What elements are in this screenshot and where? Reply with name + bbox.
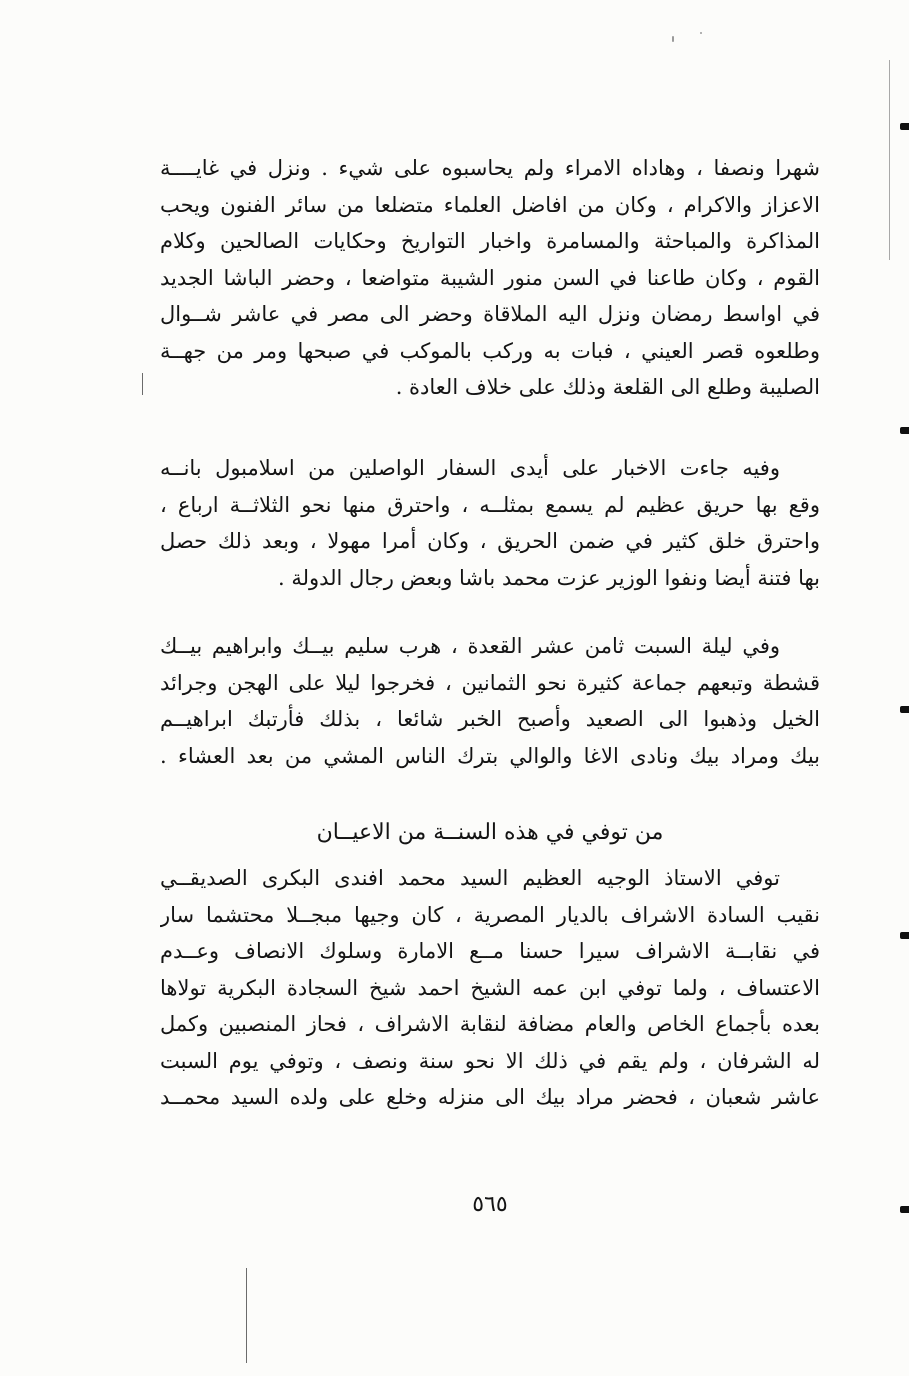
paragraph: [160, 628, 820, 774]
text-line: المذاكرة والمباحثة والمسامرة واخبار التواريخ وحكايات الصالحين وكلام: [160, 229, 820, 253]
edge-binding-mark: [900, 706, 909, 713]
text-line: وفيه جاءت الاخبار على أيدى السفار الواصلين من اسلامبول بانــه: [160, 456, 780, 480]
section-heading: من توفي في هذه السنــة من الاعيــان: [316, 820, 664, 845]
text-line: الاعزاز والاكرام ، وكان من افاضل العلماء متضلعا من سائر الفنون ويحب: [160, 192, 820, 217]
scan-margin-line: [889, 60, 890, 260]
edge-binding-mark: [900, 123, 909, 130]
text-line: قشطة وتبعهم جماعة كثيرة نحو الثمانين ، فخرجوا ليلا على الهجن وجرائد: [160, 670, 820, 695]
text-line: نقيب السادة الاشراف بالديار المصرية ، كان وجيها مبجــلا محتشما سار: [160, 902, 820, 927]
text-line: له الشرفان ، ولم يقم في ذلك الا نحو سنة ونصف ، وتوفي يوم السبت: [160, 1048, 820, 1073]
text-line: الخيل وذهبوا الى الصعيد وأصبح الخبر شائعا ، بذلك فأرتبك ابراهيــم: [160, 707, 820, 731]
text-line: بها فتنة أيضا ونفوا الوزير عزت محمد باشا وبعض رجال الدولة .: [277, 565, 820, 590]
scan-margin-line: [142, 373, 143, 395]
scan-speck: [672, 36, 674, 42]
paragraph: [160, 150, 820, 406]
text-line: عاشر شعبان ، فحضر مراد بيك الى منزله وخلع على ولده السيد محمــد: [160, 1085, 820, 1109]
text-line: توفي الاستاذ الوجيه العظيم السيد محمد افندى البكرى الصديقــي: [160, 866, 780, 890]
edge-binding-mark: [900, 1206, 909, 1213]
text-line: في اواسط رمضان ونزل اليه الملاقاة وحضر الى مصر في عاشر شــوال: [160, 302, 820, 326]
page-number: ٥٦٥: [472, 1192, 508, 1217]
text-line: شهرا ونصفا ، وهاداه الامراء ولم يحاسبوه على شيء . ونزل في غايــــة: [160, 156, 820, 180]
paragraph: [160, 860, 820, 1116]
paragraph: [160, 450, 820, 596]
text-line: واحترق خلق كثير في ضمن الحريق ، وكان أمرا مهولا ، وبعد ذلك حصل: [160, 529, 820, 553]
text-line: وطلعوه قصر العيني ، فبات به وركب بالموكب في صبحها ومر من جهــة: [160, 338, 820, 363]
edge-binding-mark: [900, 427, 909, 434]
text-line: القوم ، وكان طاعنا في السن منور الشيبة متواضعا ، وحضر الباشا الجديد: [160, 265, 820, 290]
text-line: بيك ومراد بيك ونادى الاغا والوالي بترك الناس المشي من بعد العشاء .: [160, 743, 820, 768]
text-line: بعده بأجماع الخاص والعام مضافة لنقابة الاشراف ، فحاز المنصبين وكمل: [160, 1012, 820, 1036]
scan-speck: [700, 32, 702, 34]
text-line: الاعتساف ، ولما توفي ابن عمه الشيخ احمد شيخ السجادة البكرية تولاها: [160, 975, 820, 1000]
text-line: وقع بها حريق عظيم لم يسمع بمثلــه ، واحترق منها نحو الثلاثــة ارباع ،: [160, 492, 820, 517]
edge-binding-mark: [900, 932, 909, 939]
text-line: وفي ليلة السبت ثامن عشر القعدة ، هرب سليم بيــك وابراهيم بيــك: [160, 634, 780, 658]
scan-margin-line: [246, 1268, 247, 1363]
text-line: في نقابــة الاشراف سيرا حسنا مــع الامارة وسلوك الانصاف وعــدم: [160, 939, 820, 963]
text-line: الصليبة وطلع الى القلعة وذلك على خلاف العادة .: [395, 375, 820, 399]
